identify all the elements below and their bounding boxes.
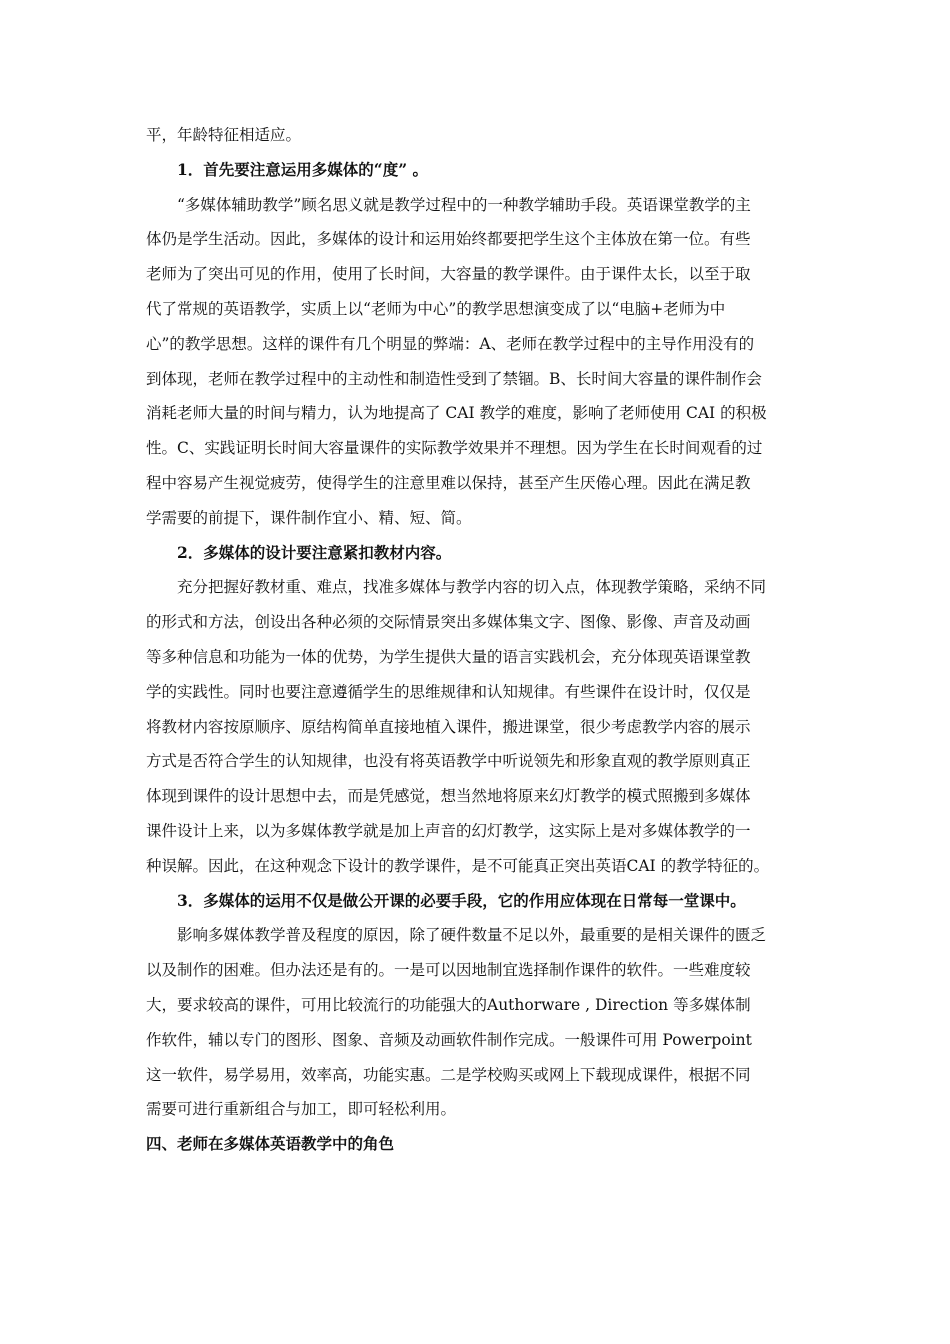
paragraph-line: 等多种信息和功能为一体的优势，为学生提供大量的语言实践机会，充分体现英语课堂教 (146, 647, 751, 666)
paragraph-line: 将教材内容按原顺序、原结构简单直接地植入课件，搬进课堂，很少考虑教学内容的展示 (146, 717, 751, 736)
paragraph-line: 代了常规的英语教学，实质上以“老师为中心”的教学思想演变成了以“电脑+老师为中 (146, 299, 726, 318)
paragraph-line: 这一软件，易学易用，效率高，功能实惠。二是学校购买或网上下载现成课件，根据不同 (146, 1065, 751, 1084)
paragraph-line: 充分把握好教材重、难点，找准多媒体与教学内容的切入点，体现教学策略，采纳不同 (177, 578, 767, 597)
document-body (146, 118, 808, 1162)
section-heading: 2．多媒体的设计要注意紧扣教材内容。 (177, 542, 452, 562)
paragraph-line: 作软件，辅以专门的图形、图象、音频及动画软件制作完成。一般课件可用 Powerpoint (146, 1030, 752, 1049)
section-heading: 四、老师在多媒体英语教学中的角色 (146, 1134, 395, 1154)
paragraph-line: 到体现，老师在教学过程中的主动性和制造性受到了禁锢。B、长时间大容量的课件制作会 (146, 369, 762, 388)
paragraph-line: 需要可进行重新组合与加工，即可轻松利用。 (146, 1100, 457, 1119)
paragraph-line: 学需要的前提下，课件制作宜小、精、短、简。 (146, 508, 472, 527)
paragraph-line: 的形式和方法，创设出各种必须的交际情景突出多媒体集文字、图像、影像、声音及动画 (146, 613, 751, 632)
section-heading: 3．多媒体的运用不仅是做公开课的必要手段，它的作用应体现在日常每一堂课中。 (177, 890, 746, 910)
paragraph-line: 影响多媒体教学普及程度的原因，除了硬件数量不足以外，最重要的是相关课件的匮乏 (177, 926, 767, 945)
paragraph-line: 学的实践性。同时也要注意遵循学生的思维规律和认知规律。有些课件在设计时，仅仅是 (146, 682, 751, 701)
paragraph-line: 种误解。因此，在这种观念下设计的教学课件，是不可能真正突出英语CAI 的教学特征的。 (146, 856, 770, 875)
paragraph-line: 体仍是学生活动。因此，多媒体的设计和运用始终都要把学生这个主体放在第一位。有些 (146, 230, 751, 249)
paragraph-line: 课件设计上来，以为多媒体教学就是加上声音的幻灯教学，这实际上是对多媒体教学的一 (146, 821, 751, 840)
paragraph-line: 以及制作的困难。但办法还是有的。一是可以因地制宜选择制作课件的软件。一些难度较 (146, 961, 751, 980)
paragraph-line: 大，要求较高的课件，可用比较流行的功能强大的Authorware , Direction 等多媒体制 (146, 995, 751, 1014)
paragraph-line: 体现到课件的设计思想中去，而是凭感觉，想当然地将原来幻灯教学的模式照搬到多媒体 (146, 787, 751, 806)
paragraph-line: 消耗老师大量的时间与精力，认为地提高了 CAI 教学的难度，影响了老师使用 CAI 的积极 (146, 404, 767, 423)
paragraph-line: 程中容易产生视觉疲劳，使得学生的注意里难以保持，甚至产生厌倦心理。因此在满足教 (146, 473, 751, 492)
paragraph-line: 老师为了突出可见的作用，使用了长时间，大容量的教学课件。由于课件太长，以至于取 (146, 265, 751, 284)
paragraph-line: “多媒体辅助教学”顾名思义就是教学过程中的一种教学辅助手段。英语课堂教学的主 (177, 195, 751, 214)
paragraph-line: 平，年龄特征相适应。 (146, 126, 302, 144)
paragraph-line: 心”的教学思想。这样的课件有几个明显的弊端：A、老师在教学过程中的主导作用没有的 (146, 334, 755, 353)
section-heading: 1．首先要注意运用多媒体的“度” 。 (177, 159, 429, 179)
paragraph-line: 方式是否符合学生的认知规律，也没有将英语教学中听说领先和形象直观的教学原则真正 (146, 752, 751, 771)
paragraph-line: 性。C、实践证明长时间大容量课件的实际教学效果并不理想。因为学生在长时间观看的过 (146, 439, 763, 458)
